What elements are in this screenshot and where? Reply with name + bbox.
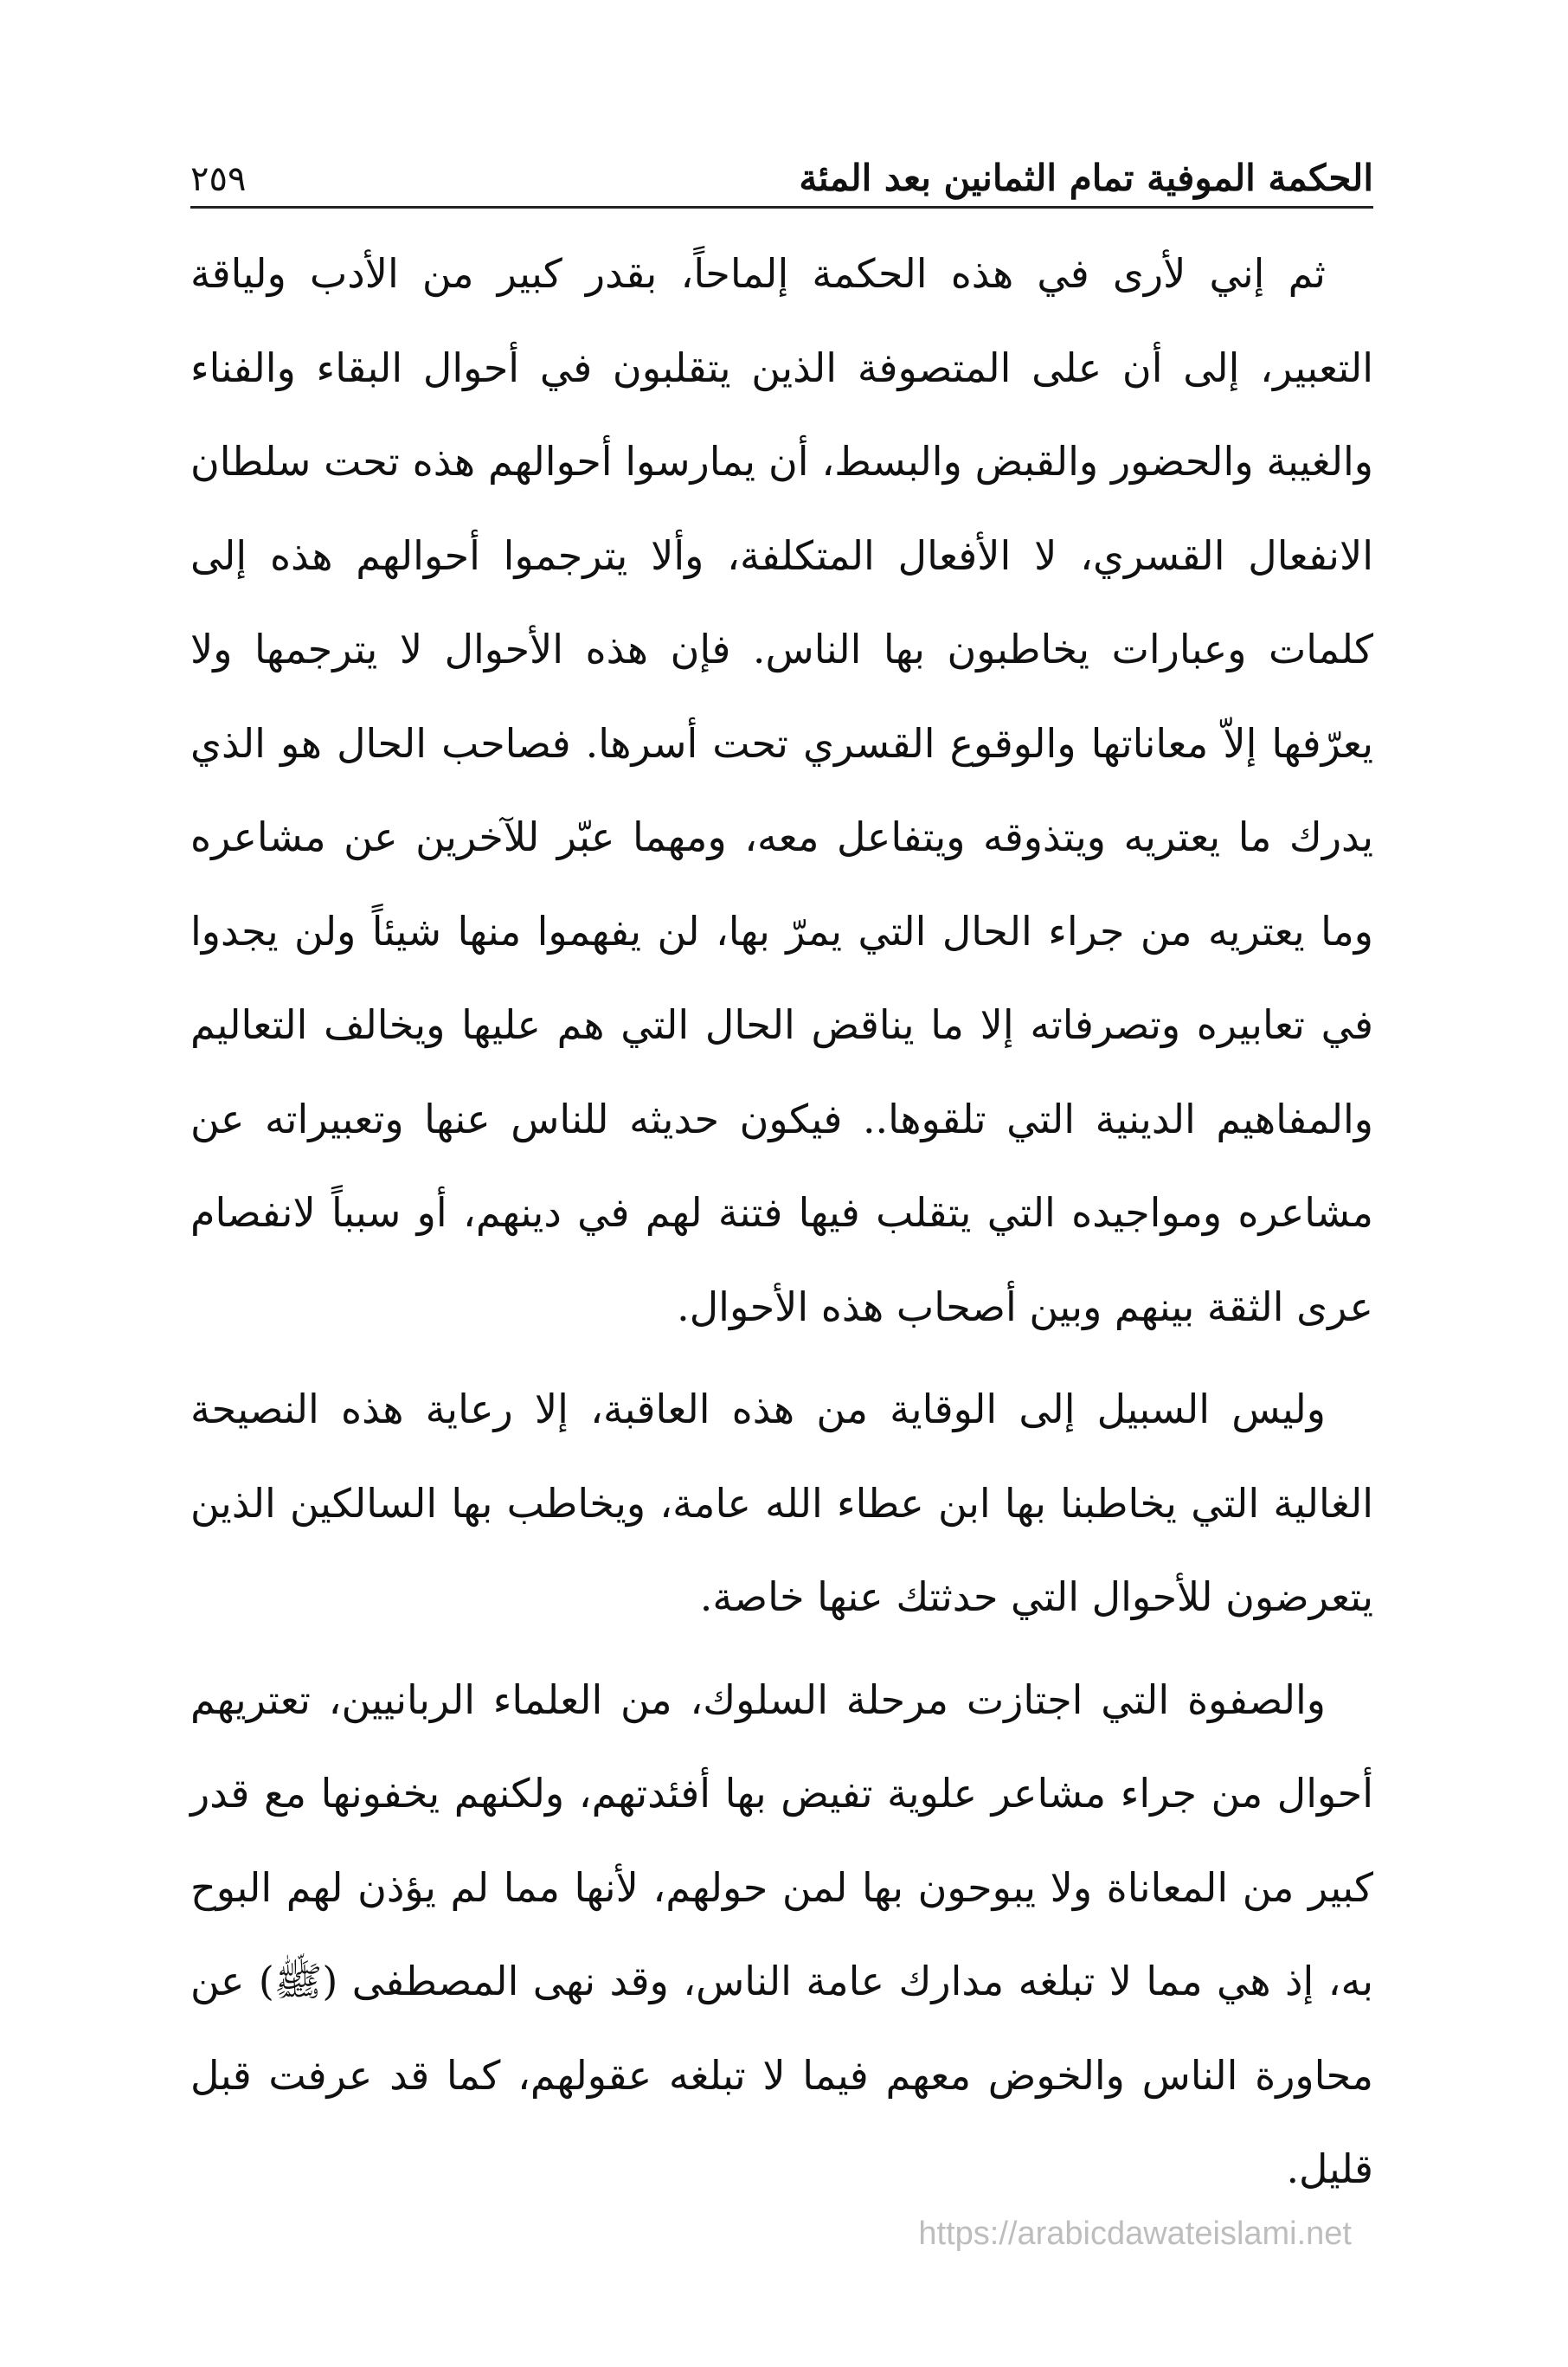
header-divider [190, 206, 1373, 209]
body-text [190, 227, 1373, 2225]
paragraph-2: وليس السبيل إلى الوقاية من هذه العاقبة، إلا رعاية هذه النصيحة الغالية التي يخاطبنا بها ابن عطاء الله عامة، ويخاطب بها السالكين الذين يتعرضون للأحوال التي حدثتك عنها خاصة. [190, 1386, 1373, 1620]
page-header [190, 138, 1373, 199]
watermark-url: https://arabicdawateislami.net [918, 2216, 1352, 2252]
paragraph-1: ثم إني لأرى في هذه الحكمة إلماحاً، بقدر كبير من الأدب ولياقة التعبير، إلى أن على المتصوفة الذين يتقلبون في أحوال البقاء والفناء والغيبة والحضور والقبض والبسط، أن يمارسوا أحوالهم هذه تحت سلطان الانفعال القسري، لا الأفعال المتكلفة، وألا يترجموا أحوالهم هذه إلى كلمات وعبارات يخاطبون بها الناس. فإن هذه الأحوال لا يترجمها ولا يعرّفها إلاّ معاناتها والوقوع القسري تحت أسرها. فصاحب الحال هو الذي يدرك ما يعتريه ويتذوقه ويتفاعل معه، ومهما عبّر للآخرين عن مشاعره وما يعتريه من جراء الحال التي يمرّ بها، لن يفهموا منها شيئاً ولن يجدوا في تعابيره وتصرفاته إلا ما يناقض الحال التي هم عليها ويخالف التعاليم والمفاهيم الدينية التي تلقوها.. فيكون حديثه للناس عنها وتعبيراته عن مشاعره ومواجيده التي يتقلب فيها فتنة لهم في دينهم، أو سبباً لانفصام عرى الثقة بينهم وبين أصحاب هذه الأحوال. [190, 250, 1373, 1330]
running-title: الحكمة الموفية تمام الثمانين بعد المئة [799, 157, 1373, 199]
paragraph-3: والصفوة التي اجتازت مرحلة السلوك، من العلماء الربانيين، تعتريهم أحوال من جراء مشاعر علوية تفيض بها أفئدتهم، ولكنهم يخفونها مع قدر كبير من المعاناة ولا يبوحون بها لمن حولهم، لأنها مما لم يؤذن لهم البوح به، إذ هي مما لا تبلغه مدارك عامة الناس، وقد نهى المصطفى (ﷺ) عن محاورة الناس والخوض معهم فيما لا تبلغه عقولهم، كما قد عرفت قبل قليل. [190, 1676, 1373, 2192]
page-number: ٢٥٩ [190, 159, 247, 199]
